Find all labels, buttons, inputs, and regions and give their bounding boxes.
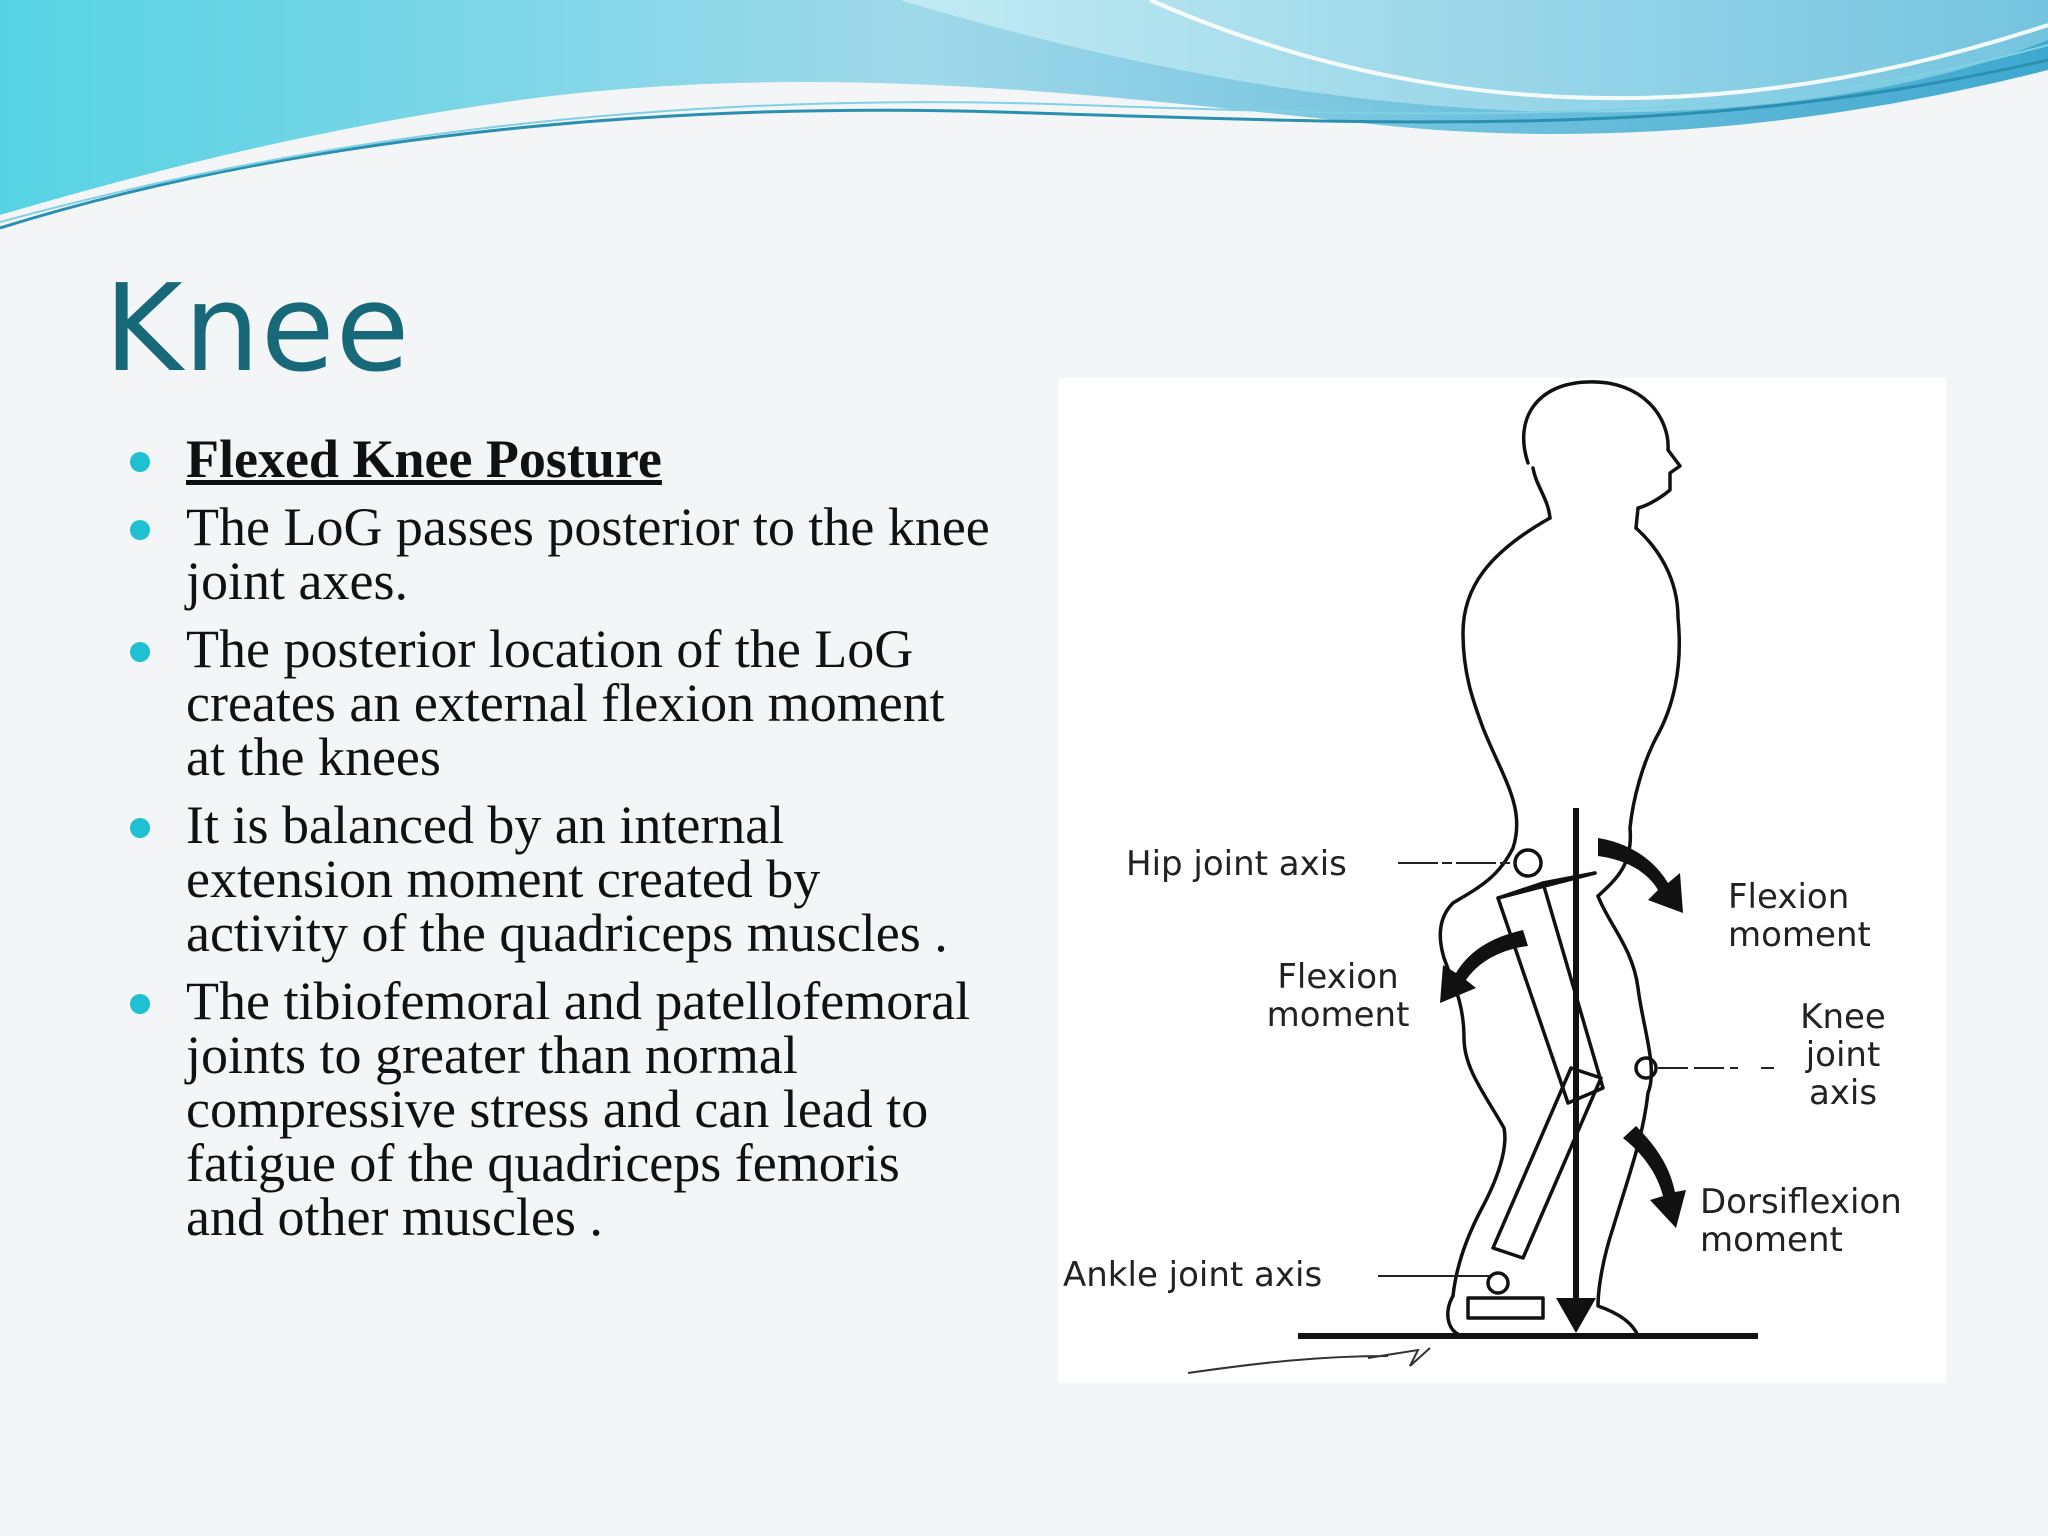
bullet-item — [130, 795, 990, 963]
bullet-dot-icon — [130, 520, 150, 540]
label-line: Dorsiflexion — [1700, 1182, 1902, 1222]
bullet-text: The posterior location of the LoG creates an external flexion moment at the knees — [186, 619, 945, 787]
bullet-dot-icon — [130, 994, 150, 1014]
posture-figure — [1058, 378, 1946, 1383]
wave-banner — [0, 0, 2048, 240]
slide-title: Knee — [104, 260, 411, 399]
knee-axis-label — [1778, 998, 1908, 1112]
bullet-item — [130, 971, 990, 1247]
ankle-axis-label: Ankle joint axis — [1063, 1255, 1323, 1295]
bullet-dot-icon — [130, 452, 150, 472]
bullet-text: It is balanced by an internal extension moment created by activity of the quadriceps muscles . — [186, 795, 948, 963]
hip-axis-label: Hip joint axis — [1126, 844, 1347, 884]
bullet-text: The LoG passes posterior to the knee joint axes. — [186, 497, 990, 611]
hip-joint-marker — [1515, 850, 1541, 876]
gravity-arrowhead-icon — [1556, 1298, 1596, 1333]
bullet-list — [130, 429, 990, 1258]
label-line: moment — [1728, 915, 1871, 955]
flexion-arrow-right-icon — [1598, 838, 1683, 913]
flexion-arrow-left-icon — [1440, 930, 1528, 1003]
bullet-item-heading — [130, 429, 990, 489]
back-outline — [1440, 518, 1550, 1296]
label-line: Knee — [1800, 997, 1886, 1037]
label-line: joint — [1805, 1035, 1881, 1075]
dorsiflexion-arrow-icon — [1623, 1126, 1686, 1228]
bullet-dot-icon — [130, 818, 150, 838]
label-line: axis — [1808, 1073, 1878, 1113]
label-line: Flexion — [1728, 877, 1850, 917]
ankle-joint-marker — [1488, 1273, 1508, 1293]
flexion-moment-right-label — [1728, 878, 1871, 954]
label-line: Flexion — [1277, 957, 1399, 997]
knee-joint-marker — [1636, 1058, 1656, 1078]
femur-bone — [1498, 883, 1603, 1103]
neck-back — [1533, 468, 1550, 518]
bullet-text: The tibiofemoral and patellofemoral joints to greater than normal compressive stress and can lead to fatigue of the quadriceps femoris and other muscles . — [186, 971, 971, 1247]
bullet-text: Flexed Knee Posture — [186, 429, 662, 489]
label-line: moment — [1266, 995, 1410, 1035]
bullet-item — [130, 619, 990, 787]
flexion-moment-left-label — [1258, 958, 1418, 1034]
bullet-dot-icon — [130, 642, 150, 662]
label-line: moment — [1700, 1220, 1843, 1260]
dorsiflexion-moment-label — [1700, 1183, 1902, 1259]
bullet-item — [130, 497, 990, 611]
front-leg-outline — [1598, 896, 1651, 1336]
